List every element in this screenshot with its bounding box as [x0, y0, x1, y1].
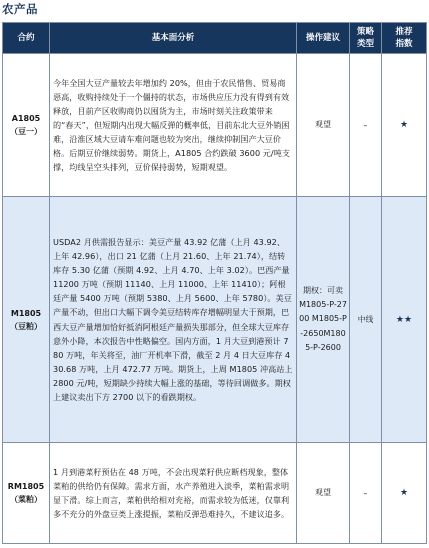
- advice-cell: 观望: [297, 443, 350, 544]
- advice-cell: 观望: [297, 54, 350, 197]
- header-strategy-line1: 策略: [356, 27, 374, 37]
- header-strategy: [350, 23, 382, 54]
- table-row: [3, 443, 427, 544]
- contract-name: （菜粕）: [10, 495, 42, 504]
- strategy-cell: 中线: [350, 197, 382, 443]
- table-row: [3, 197, 427, 443]
- header-rating-line1: 推荐: [395, 27, 413, 37]
- table-header-row: [3, 23, 427, 54]
- section-title: 农产品: [2, 2, 38, 16]
- header-rating: [382, 23, 427, 54]
- contract-cell: [3, 54, 50, 197]
- advice-cell: 期权：可卖 M1805-P-2700 M1805-P-2650M1805-P-2600: [297, 197, 350, 443]
- strategy-cell: –: [350, 443, 382, 544]
- analysis-cell: USDA2 月供需报告显示：美豆产量 43.92 亿蒲（上月 43.92、上年 42.96），出口 21 亿蒲（上月 21.60、上年 21.74），结转库存 5.30 亿蒲（预期 4.92、上月 4.70、上年 3.02）。巴西产量 11200 万吨（预期 11140、上月 11000、上年 11410）；阿根廷产量 5400 万吨（预期 5380、上月 5600、上年 5780）。美豆产量不动，但出口大幅下调令美豆结转库存增幅明显大于预期，巴西大豆产量增加恰好抵消阿根廷产量损失那部分，但全球大豆库存意外小降，本次报告中性略偏空。国内方面，1 月大豆到港预计 780 万吨，年关将至，油厂开机率下滑，截至 2 月 4 日大豆库存 430.68 万吨，上月 472.77 万吨。期货上，上周 M1805 冲高站上 2800 元/吨，短期缺少持续大幅上涨的基础，等待回调做多。期权上建议卖出下方 2700 以下的看跌期权。: [50, 197, 297, 443]
- contract-code: RM1805: [7, 482, 45, 491]
- contract-cell: [3, 197, 50, 443]
- header-rating-line2: 指数: [395, 39, 413, 49]
- header-contract: 合约: [3, 23, 50, 54]
- rating-star-icon: ★★: [382, 197, 427, 443]
- contract-cell: [3, 443, 50, 544]
- rating-star-icon: ★: [382, 443, 427, 544]
- header-strategy-line2: 类型: [356, 39, 374, 49]
- strategy-cell: –: [350, 54, 382, 197]
- contract-code: A1805: [11, 114, 41, 123]
- analysis-cell: 1 月到港菜籽预估在 48 万吨，不会出现菜籽供应断档现象，整体菜粕的供给仍有保障。需求方面，水产养殖进入淡季，菜粕需求明显下滑。综上而言，菜粕供给相对充裕，而需求较为低迷，仅靠利多不充分的外盘豆类上涨提振，菜粕反弹恐难持久，不建议追多。: [50, 443, 297, 544]
- contract-name: （豆粕）: [10, 321, 42, 331]
- header-analysis: 基本面分析: [50, 23, 297, 54]
- rating-star-icon: ★: [382, 54, 427, 197]
- strategy-table: [2, 22, 427, 544]
- contract-code: M1805: [10, 308, 42, 318]
- table-row: [3, 54, 427, 197]
- header-advice: 操作建议: [297, 23, 350, 54]
- analysis-cell: 今年全国大豆产量较去年增加约 20%，但由于农民惜售、贸易商惡高，收购持续处于一个僵持的状态，市场供应压力没有得到有效释放，目前产区收购商仍以囤货为主，市场时刻关注政策带来的“春天”，但短期内出现大幅反弹的概率低，目前东北大豆外销困难，沿淮区域大豆请车难问题也较为突出，继续抑制国产大豆价格。后期豆价继续弱势。期货上，A1805 合约跌破 3600 元/吨支撑，均线呈空头排列，豆价保持弱势，短期观望。: [50, 54, 297, 197]
- contract-name: （豆一）: [10, 127, 42, 136]
